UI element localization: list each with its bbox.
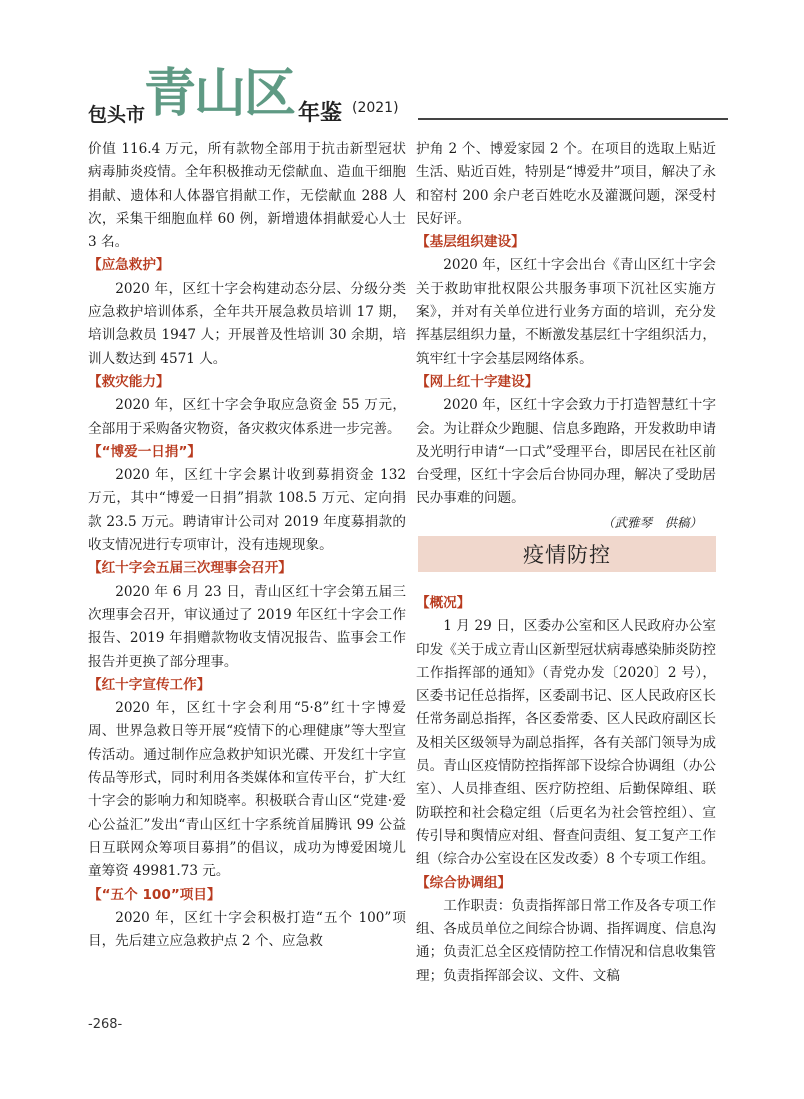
page-header [88, 62, 728, 132]
section-heading: 【“五个 100”项目】 [88, 886, 221, 903]
section-heading: 【红十字会五届三次理事会召开】 [88, 560, 292, 577]
section-heading: 【红十字宣传工作】 [88, 676, 211, 693]
paragraph: 2020 年，区红十字会构建动态分层、分级分类应急救护培训体系，全年共开展急救员培训 17 期，培训急救员 1947 人；开展普及性培训 30 余期，培训人数达到 4571 人。 [88, 280, 406, 367]
section-heading: 【救灾能力】 [88, 373, 170, 390]
paragraph: 2020 年，区红十字会争取应急资金 55 万元，全部用于采购备灾物资，备灾救灾体系进一步完善。 [88, 397, 406, 437]
paragraph: 2020 年，区红十字会利用“5·8”红十字博爱周、世界急救日等开展“疫情下的心理健康”等大型宣传活动。通过制作应急救护知识光碟、开发红十字宣传品等形式，同时利用各类媒体和宣传平台，扩大红十字会的影响力和知晓率。积极联合青山区“党建·爱心公益汇”发出“青山区红十字系统首届腾讯 99 公益日互联网众筹项目募捐”的倡议，成功为博爱困境儿童筹资 49981.73 元。 [88, 700, 406, 880]
right-column [416, 138, 716, 534]
section-heading: 【应急救护】 [88, 257, 170, 274]
page-number: -268- [88, 1017, 123, 1032]
contributor-signature: （武雅琴 供稿） [601, 514, 702, 530]
right-column-lower [416, 592, 716, 988]
section-heading: 【概况】 [416, 595, 471, 611]
header-city: 包头市 [88, 104, 146, 126]
paragraph: 1 月 29 日，区委办公室和区人民政府办公室印发《关于成立青山区新型冠状病毒感染肺炎防控工作指挥部的通知》（青党办发〔2020〕2 号），区委书记任总指挥，区委副书记、区人民政府区长任常务副总指挥，各区委常委、区人民政府副区长及相关区级领导为副总指挥，各有关部门领导为成员。青山区疫情防控指挥部下设综合协调组（办公室）、人员排查组、医疗防控组、后勤保障组、联防联控和社会稳定组（后更名为社会管控组）、宣传引导和舆情应对组、督查问责组、复工复产工作组（综合办公室设在区发改委）8 个专项工作组。 [416, 618, 716, 868]
header-yearbook: 年鉴 [298, 101, 343, 126]
paragraph: 2020 年，区红十字会积极打造“五个 100”项目，先后建立应急救护点 2 个、应急救 [88, 909, 406, 950]
header-district-logo: 青山区 [144, 63, 295, 124]
paragraph: 2020 年，区红十字会致力于打造智慧红十字会。为让群众少跑腿、信息多跑路，开发救助申请及光明行申请“一口式”受理平台，即居民在社区前台受理，区红十字会后台协同办理，解决了受助居民办事难的问题。 [416, 397, 716, 507]
section-heading: 【网上红十字建设】 [416, 373, 539, 390]
chapter-title: 疫情防控 [523, 543, 611, 567]
section-heading: 【基层组织建设】 [416, 234, 525, 251]
paragraph: 护角 2 个、博爱家园 2 个。在项目的选取上贴近生活、贴近百姓，特别是“博爱井”项目，解决了永和窑村 200 余户老百姓吃水及灌溉问题，深受村民好评。 [416, 141, 716, 227]
paragraph: 2020 年，区红十字会出台《青山区红十字会关于救助审批权限公共服务事项下沉社区实施方案》，并对有关单位进行业务方面的培训，充分发挥基层组织力量，不断激发基层红十字组织活力，筑牢红十字会基层网络体系。 [416, 257, 716, 367]
left-column [88, 138, 406, 953]
header-rule [418, 118, 728, 120]
section-heading: 【综合协调组】 [416, 874, 512, 891]
paragraph: 2020 年，区红十字会累计收到募捐资金 132 万元，其中“博爱一日捐”捐款 108.5 万元、定向捐款 23.5 万元。聘请审计公司对 2019 年度募捐款的收支情况进行专项审计，没有违规现象。 [88, 467, 406, 554]
paragraph: 工作职责：负责指挥部日常工作及各专项工作组、各成员单位之间综合协调、指挥调度、信息沟通；负责汇总全区疫情防控工作情况和信息收集管理；负责指挥部会议、文件、文稿 [416, 897, 716, 984]
header-year: (2021) [352, 100, 399, 116]
chapter-banner [418, 536, 716, 572]
section-heading: 【“博爱一日捐”】 [88, 443, 202, 460]
paragraph: 价值 116.4 万元，所有款物全部用于抗击新型冠状病毒肺炎疫情。全年积极推动无偿献血、造血干细胞捐献、遗体和人体器官捐献工作，无偿献血 288 人次，采集干细胞血样 60 例，新增遗体捐献爱心人士 3 名。 [88, 141, 406, 251]
paragraph: 2020 年 6 月 23 日，青山区红十字会第五届三次理事会召开，审议通过了 2019 年区红十字会工作报告、2019 年捐赠款物收支情况报告、监事会工作报告并更换了部分理事。 [88, 583, 406, 670]
